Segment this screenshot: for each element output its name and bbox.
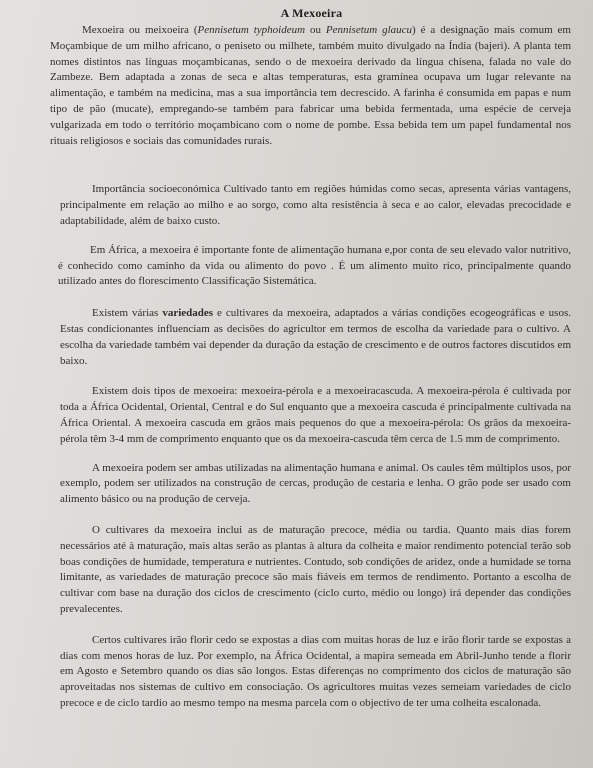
keyword-variedades: variedades <box>162 307 214 320</box>
paragraph-intro-text-e: ) é a designação mais comum em Moçambique de um milho africano, o peniseto ou milhete, também muito divulgado na Índia (bajeri). A planta tem nomes distintos nas línguas moçambicanas, sendo o de mexoeira derivado da língua chisena, falada no vale do Zambeze. Bem adaptada a zonas de seca e altas temperaturas, esta gramínea ocupava um lugar relevante na alimentação, e também na medicina, mas a sua importância tem decrescido. A farinha é consumida em papas e num tipo de pão (mucate), empregando-se também para fabricar uma bebida fermentada, uma espécie de cerveja vulgarizada em todo o território moçambicano com o nome de pombe. Essa bebida tem um papel fundamental nos rituais religiosos e sociais das comunidades rurais. <box>50 24 571 147</box>
paragraph-varieties-text-c: e cultivares da mexoeira, adaptados a várias condições ecogeográficas e usos. Estas condicionantes influenciam as decisões do agricultor em termos de escolha da variedade para o cultivo. A escolha da variedade também vai depender da duração da estação de crescimento e de outros factores discutidos em baixo. <box>60 307 571 367</box>
paragraph-intro-text-c: ou <box>305 24 326 36</box>
paragraph-varieties-text-a: Existem várias <box>92 307 163 320</box>
paragraph-flowering: Certos cultivares irão florir cedo se expostas a dias com muitas horas de luz e irão florir tarde se expostas a dias com menos horas de luz. Por exemplo, na África Ocidental, a mapira semeada em Abril-Junho tende a florir em Agosto e Setembro quando os dias são longos. Estas diferenças no comprimento dos ciclos de maturação são aproveitadas nos sistemas de cultivo em consociação. Os agricultores muitas vezes semeiam variedades de ciclo precoce e de ciclo tardio ao mesmo tempo na mesma parcela com o objectivo de ter uma colheita escalonada. <box>60 633 571 709</box>
paragraph-importance: Importância socioeconómica Cultivado tanto em regiões húmidas como secas, apresenta várias vantagens, principalmente em relação ao milho e ao sorgo, como alta resistência à seca e ao calor, elevadas precocidade e adaptabilidade, além de baixo custo. <box>60 183 571 227</box>
paragraph-varieties <box>60 306 571 369</box>
paragraph-types: Existem dois tipos de mexoeira: mexoeira-pérola e a mexoeiracascuda. A mexoeira-pérola é cultivada por toda a África Ocidental, Oriental, Central e do Sul enquanto que a mexoeira cascuda é principalmente cultivada na África Oriental. A mexoeira cascuda em grãos mais pequenos do que a mexoeira-pérola: Os grãos da mexoeira-pérola têm 3-4 mm de comprimento enquanto que os da mexoeira-cascuda têm cerca de 1.5 mm de comprimento. <box>60 385 571 445</box>
paragraph-africa: Em África, a mexoeira é importante fonte de alimentação humana e,por conta de seu elevado valor nutritivo, é conhecido como caminho da vida ou alimento do povo . É um alimento muito rico, principalmente quando utilizado antes do florescimento Classificação Sistemática. <box>58 243 571 288</box>
page-title: A Mexoeira <box>280 6 343 20</box>
scientific-name-1: Pennisetum typhoideum <box>197 24 306 36</box>
paragraph-uses: A mexoeira podem ser ambas utilizadas na alimentação humana e animal. Os caules têm múltiplos usos, por exemplo, podem ser utilizados na construção de cercas, produção de cestaria e lenha. O grão pode ser usado com alimento básico ou na produção de cerveja. <box>60 461 571 506</box>
paragraph-intro-text-a: Mexoeira ou meixoeira ( <box>82 24 198 36</box>
scientific-name-2: Pennisetum glaucu <box>325 24 413 36</box>
paragraph-intro <box>50 23 571 149</box>
paragraph-maturation: O cultivares da mexoeira inclui as de maturação precoce, média ou tardia. Quanto mais dias forem necessários até à maturação, mais altas serão as plantas à altura da colheita e maior rendimento potencial terão sob boas condições de humidade, temperatura e nutrientes. Contudo, sob condições de aridez, onde a humidade se torna limitante, as variedades de maturação precoce são mais fiáveis em termos de rendimento. Portanto a escolha de cultivar com base na duração dos ciclos de crescimento (ciclo curto, médio ou longo) irá depender das condições prevalecentes. <box>60 523 571 615</box>
